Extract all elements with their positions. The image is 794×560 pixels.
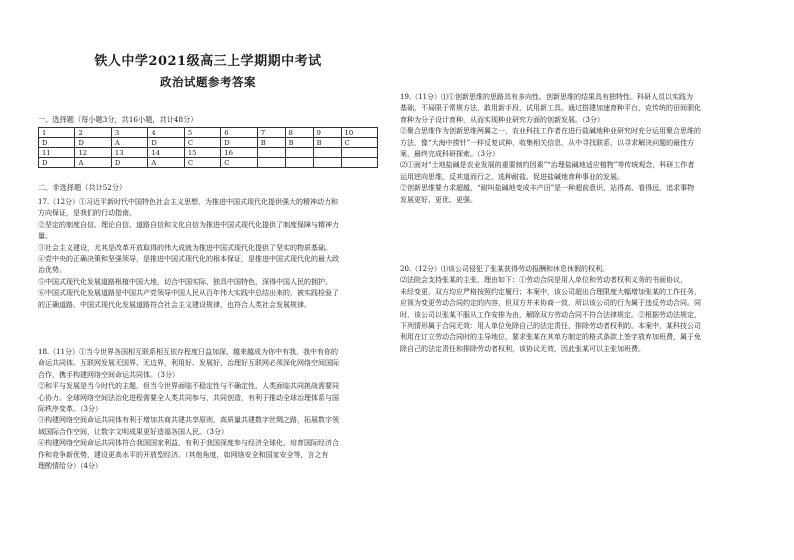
answer-table-row	[39, 148, 378, 158]
page-title: 铁人中学2021级高三上学期期中考试	[94, 54, 322, 69]
q20-line: 未经变更，双方均应严格按照约定履行；本案中，该公司超出合理限度大幅增加张某的工作任务，	[400, 287, 701, 296]
answer-cell: 2	[75, 128, 111, 138]
answer-cell: C	[184, 158, 220, 168]
q17-line: ⑤中国式现代化发展道路根植中国大地，切合中国实际，独具中国特色，深得中国人民的拥护。	[38, 277, 332, 286]
answer-cell	[341, 158, 377, 168]
answer-cell: 3	[111, 128, 147, 138]
part1-heading: 一、选择题（每小题3分，共16小题，共计48分）	[38, 115, 198, 124]
answer-cell: 1	[39, 128, 75, 138]
q18-line: 际秩序变革。（3分）	[38, 405, 102, 413]
q20-line: 下列情形属于合同无效：用人单位免除自己的法定责任，排除劳动者权利的。本案中，某科技公司	[400, 322, 701, 330]
q20-line: 应视为变更劳动合同约定的内容，但双方并未协商一致，所以该公司的行为属于违反劳动合同。同	[400, 299, 701, 308]
q19-line: ②创新思维要力求超越，“耐叫盐碱地变成丰产田”是一种超前意识，站得高、看得远，追求事物	[400, 184, 695, 193]
answer-cell: 5	[184, 128, 220, 138]
q19-line: 19.（11分）⑴①创新思维的思路具有多向性、创新思维的结果具有独特性。科研人员以实践为	[400, 93, 694, 101]
q18-line: 作和竞争新优势，建设更高水平的开放型经济。（其他角度，如网络安全和国家安全等，言之有	[38, 450, 329, 459]
answer-cell: 15	[184, 148, 220, 158]
answer-table	[38, 127, 378, 168]
q19-line: 育种为分子设计育种，从而实现种业研究方面的创新发展。（3分）	[400, 115, 604, 124]
q19-line: 运用逆向思维，反其道而行之，选种耐盐、促进盐碱地育种事业的发展。	[400, 172, 624, 181]
answer-cell: 8	[285, 128, 313, 138]
answer-table-row	[39, 128, 378, 138]
answer-cell: B	[257, 138, 285, 148]
q20-line: ⑵法院会支持张某的主张，理由如下：①劳动合同是用人单位和劳动者权利义务的书面协议，	[400, 276, 687, 285]
answer-table-row	[39, 158, 378, 168]
answer-cell: D	[221, 138, 257, 148]
q19-line: ⑵①面对“土地盐碱是农业发展的重要制约因素”“治理盐碱地适应植物”等传统观念，科研工作者	[400, 161, 695, 170]
q17-line: ⑥中国式现代化发展道路是中国共产党领导中国人民从百年伟大实践中总结出来的，被实践检验了	[38, 289, 339, 298]
answer-cell: A	[148, 158, 184, 168]
answer-cell	[257, 148, 285, 158]
answer-cell: D	[148, 138, 184, 148]
answer-cell: 12	[75, 148, 111, 158]
q18-line: 域国际合作空间，让数字文明成果更好造福各国人民。（3分）	[38, 427, 228, 436]
answer-cell: C	[184, 138, 220, 148]
q20-line: 除自己的法定责任和排除劳动者权利，该协议无效，因此张某可以主张加班费。	[400, 344, 645, 353]
answer-cell: D	[111, 158, 147, 168]
answer-cell: 4	[148, 128, 184, 138]
q18-line: ②和平与发展是当今时代的主题，但当今世界面临不稳定性与不确定性，人类面临共同挑战需要同	[38, 382, 339, 391]
answer-cell: C	[221, 158, 257, 168]
q18-line: 理酌情给分）（4分）	[38, 462, 102, 470]
page-subtitle: 政治试题参考答案	[160, 75, 256, 89]
answer-cell: 9	[313, 128, 341, 138]
answer-cell	[285, 158, 313, 168]
answer-table-row	[39, 138, 378, 148]
q19-line: 案，最终完成科研探索。（3分）	[400, 150, 499, 158]
answer-cell: B	[313, 138, 341, 148]
q18-line: 心协力。全球网络空间法治化进程需要全人类共同参与，共同创造，有利于推动全球治理体系与国	[38, 393, 339, 402]
q19-line: 发展更好、更优、更强。	[400, 195, 477, 204]
q19-line: 基础，不局限于常规方法，敢用新手段，试用新工具，通过搭建加速育种平台，克传统的田间驯化	[400, 104, 701, 113]
answer-cell: 13	[111, 148, 147, 158]
answer-cell: 10	[341, 128, 377, 138]
q19-line: 方法，像“大海中捞针”一样反复试种，收集相关信息，从中寻找联系，以寻求解决问题的最佳方	[400, 138, 695, 147]
q18-line: ③构建网络空间命运共同体有利于增加共商共建共享原则，高质量共建数字丝绸之路，拓展数字领	[38, 416, 339, 425]
answer-cell: D	[75, 138, 111, 148]
answer-cell	[285, 148, 313, 158]
q20-line: 利用在订立劳动合同时的主导地位，要求张某在其单方制定的格式条款上签字放弃加班费，属于免	[400, 333, 701, 342]
answer-cell: 7	[257, 128, 285, 138]
answer-cell: C	[341, 138, 377, 148]
q20-line: 20.（12分）⑴该公司侵犯了张某获得劳动报酬和休息休假的权利。	[400, 265, 610, 273]
part2-heading: 二、非选择题（共计52分）	[38, 183, 127, 192]
q18-line: ④构建网络空间命运共同体符合我国国家利益，有利于我国深度参与经济全球化，培育国际经济合	[38, 439, 339, 448]
answer-cell: 6	[221, 128, 257, 138]
q18-line: 18.（11分）①当今世界各国相互联系相互依存程度日益加深，越来越成为你中有我，我中有你的	[38, 348, 339, 356]
q17-line: 的正确道路。中国式现代化发展道路符合社会主义建设规律，也符合人类社会发展规律。	[38, 300, 311, 309]
answer-cell: A	[111, 138, 147, 148]
q17-line: 17.（12分）①习近平新时代中国特色社会主义思想，为推进中国式现代化提供强大的精神动力和	[38, 198, 339, 206]
answer-cell	[313, 158, 341, 168]
answer-cell	[313, 148, 341, 158]
answer-cell: 16	[221, 148, 257, 158]
answer-cell: D	[39, 138, 75, 148]
q17-line: ④党中央的正确决策和坚强领导，是推进中国式现代化的根本保证，是推进中国式现代化的最大政	[38, 255, 339, 263]
answer-cell: A	[75, 158, 111, 168]
answer-cell: B	[285, 138, 313, 148]
answer-cell: 11	[39, 148, 75, 158]
q18-line: 合作，携手构建网络空间命运共同体。（3分）	[38, 370, 179, 379]
q17-line: ③社会主义建设，尤其是改革开放取得的伟大成就为推进中国式现代化提供了坚实的物质基础。	[38, 243, 332, 252]
q20-line: 时，该公司以张某不服从工作安排为由，解除双方劳动合同不符合法律规定。②根据劳动法规定，	[400, 310, 701, 319]
q17-line: ②坚定的制度自信、理论自信、道路自信和文化自信为推进中国式现代化提供了制度保障与精神力	[38, 220, 339, 229]
answer-cell: 14	[148, 148, 184, 158]
q17-line: 量。	[38, 232, 52, 241]
q19-line: ②聚合思维作为创新思维两翼之一，农业科技工作者在进行盐碱地种业研究时充分运用聚合思维的	[400, 127, 701, 136]
answer-cell	[257, 158, 285, 168]
q17-line: 方向保证，是我们的行动指南。	[38, 209, 136, 218]
answer-cell	[341, 148, 377, 158]
answer-cell: D	[39, 158, 75, 168]
q18-line: 命运共同体。互联网发展无国界、无边界，利用好、发展好、治理好互联网必须深化网络空间国际	[38, 359, 339, 368]
q17-line: 治优势。	[38, 266, 66, 275]
